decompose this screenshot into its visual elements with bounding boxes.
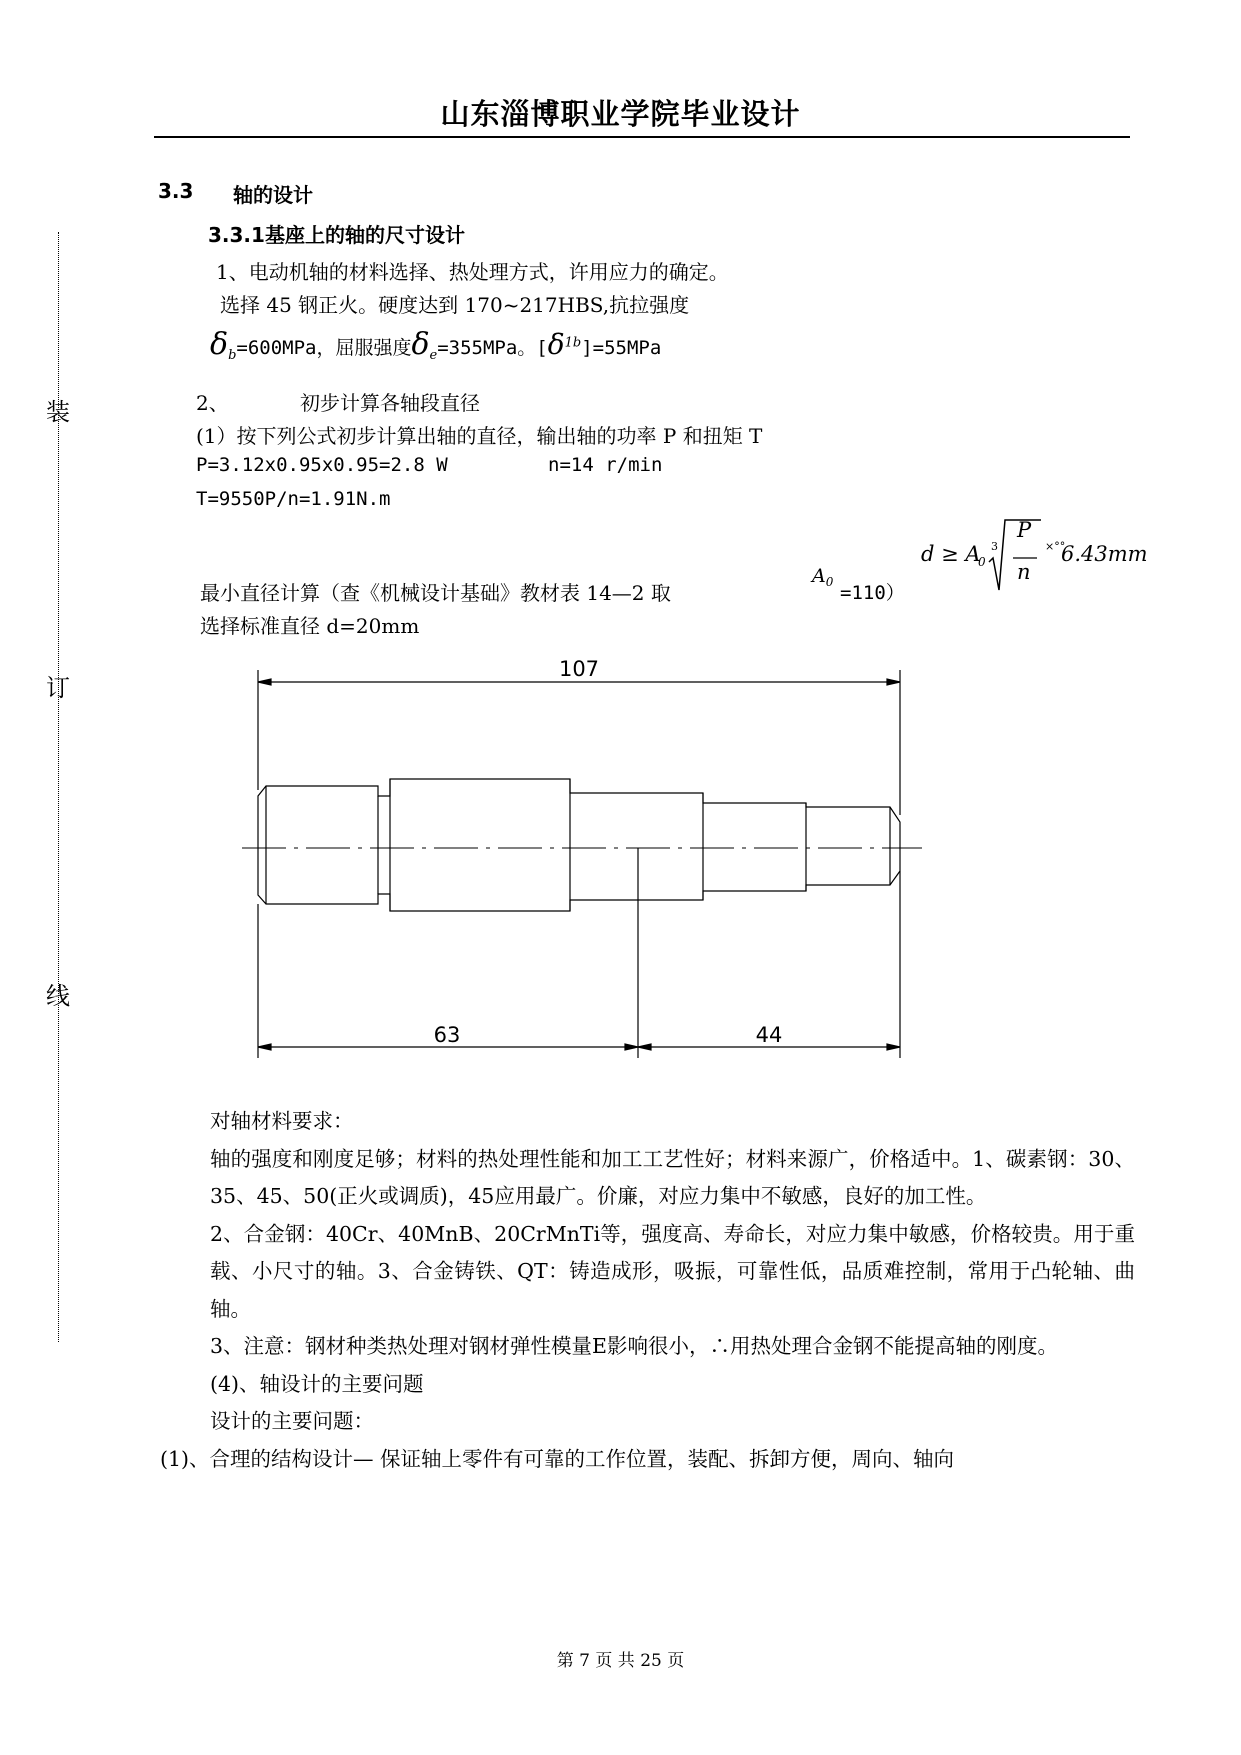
standard-diameter-line: 选择标准直径 d=20mm	[200, 614, 420, 638]
text-block	[160, 1103, 1135, 1478]
paragraph-alloy-steel: 2、合金钢：40Cr、40MnB、20CrMnTi等，强度高、寿命长，对应力集中敏感，价格较贵。用于重载、小尺寸的轴。3、合金铸铁、QT：铸造成形，吸振，可靠性低，品质难控制，常用于凸轮轴、曲轴。	[210, 1221, 1135, 1321]
formula-speed: n=14 r/min	[548, 454, 663, 476]
paragraph-note: 3、注意：钢材种类热处理对钢材弹性模量E影响很小，∴用热处理合金钢不能提高轴的刚度。	[210, 1334, 1059, 1358]
formula-numerator: P	[1017, 518, 1032, 542]
a0-letter: A	[812, 565, 826, 587]
delta-b-value: =600MPa，屈服强度	[236, 337, 412, 359]
paragraph-design-issues: (4)、轴设计的主要问题	[210, 1371, 424, 1396]
subsection-heading: 3.3.1基座上的轴的尺寸设计	[208, 223, 465, 247]
delta-1b-sub: 1b	[564, 335, 582, 351]
step-2-title: 初步计算各轴段直径	[300, 391, 480, 415]
formula-torque: T=9550P/n=1.91N.m	[196, 488, 391, 510]
page-header-title: 山东淄博职业学院毕业设计	[440, 97, 801, 131]
paragraph-main-issues: 设计的主要问题：	[210, 1409, 374, 1433]
formula-approx-mark: ×°°	[1045, 540, 1066, 553]
paragraph-structure-design: (1)、合理的结构设计— 保证轴上零件有可靠的工作位置，装配、拆卸方便，周向、轴向	[160, 1446, 955, 1471]
formula-a-sub: 0	[978, 555, 986, 569]
delta-1b-value: ]=55MPa	[581, 337, 662, 359]
formula-power: P=3.12x0.95x0.95=2.8 W	[196, 454, 448, 476]
min-diameter-line: 最小直径计算（查《机械设计基础》教材表 14—2 取	[200, 581, 671, 605]
dimension-107: 107	[558, 657, 600, 681]
paragraph-material-requirements: 对轴材料要求：	[210, 1109, 354, 1133]
gutter-char-ding: 订	[46, 674, 70, 702]
gutter-char-zhuang: 装	[46, 398, 70, 426]
body-line-material: 1、电动机轴的材料选择、热处理方式，许用应力的确定。	[216, 260, 729, 284]
dimension-63: 63	[433, 1023, 461, 1047]
formula-result: 6.43mm	[1061, 542, 1148, 566]
a0-value: =110）	[840, 582, 905, 604]
section-title: 轴的设计	[233, 183, 313, 207]
delta-1b-symbol: δ	[547, 328, 565, 361]
page-footer: 第 7 页 共 25 页	[556, 1651, 685, 1671]
delta-e-symbol: δ	[411, 327, 430, 362]
body-line-steel: 选择 45 钢正火。硬度达到 170~217HBS,抗拉强度	[220, 293, 690, 317]
delta-e-value: =355MPa。[	[437, 337, 548, 359]
gutter-char-xian: 线	[46, 982, 70, 1010]
a0-sub: 0	[825, 575, 834, 590]
paragraph-carbon-steel: 轴的强度和刚度足够；材料的热处理性能和加工工艺性好；材料来源广，价格适中。1、碳素钢：30、35、45、50(正火或调质)，45应用最广。价廉，对应力集中不敏感，良好的加工性。	[210, 1146, 1135, 1208]
step-2-1-text: (1）按下列公式初步计算出轴的直径，输出轴的功率 P 和扭矩 T	[196, 424, 763, 448]
delta-b-symbol: δ	[210, 327, 229, 362]
step-2-number: 2、	[196, 391, 229, 415]
section-number: 3.3	[158, 179, 194, 203]
delta-b-sub: b	[228, 348, 237, 363]
formula-root-index: 3	[991, 540, 998, 553]
delta-e-sub: e	[429, 348, 438, 363]
formula-d-a: d ≥ A	[921, 542, 981, 566]
dimension-44: 44	[755, 1023, 783, 1047]
formula-denominator: n	[1017, 560, 1031, 584]
